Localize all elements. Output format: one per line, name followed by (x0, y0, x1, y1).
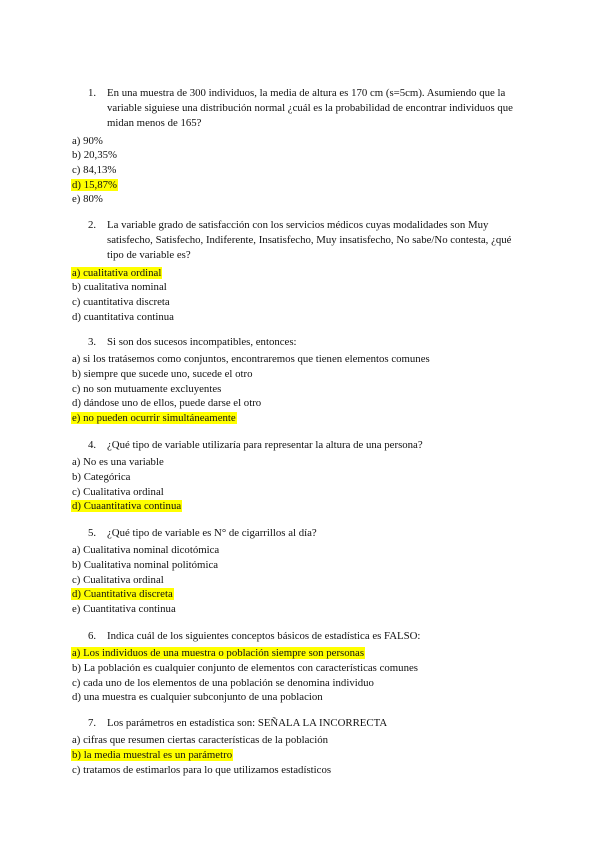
answer-option-correct: d) Cuantitativa discreta (72, 588, 173, 601)
answer-option-correct: e) no pueden ocurrir simultáneamente (72, 411, 236, 424)
question-4 (0, 438, 600, 514)
question-header (0, 629, 600, 644)
question-number: 3. (88, 336, 97, 348)
question-header (0, 218, 600, 264)
question-number: 7. (88, 717, 97, 729)
answer-option: b) Cualitativa nominal politómica (72, 558, 219, 571)
question-text: Si son dos sucesos incompatibles, entonces: (107, 336, 297, 348)
answer-option: c) tratamos de estimarlos para lo que utilizamos estadísticos (72, 763, 332, 776)
answer-option-correct: a) Los individuos de una muestra o población siempre son personas (72, 647, 365, 660)
answer-option: e) 80% (72, 193, 103, 206)
question-number: 1. (88, 87, 97, 99)
question-7 (0, 716, 600, 777)
answer-option: d) cuantitativa continua (72, 310, 174, 323)
question-text: ¿Qué tipo de variable es N° de cigarrillos al día? (107, 527, 317, 539)
answer-option: c) Cualitativa ordinal (72, 485, 164, 498)
answer-option: c) cada uno de los elementos de una población se denomina individuo (72, 676, 374, 689)
answer-option: b) siempre que sucede uno, sucede el otro (72, 367, 253, 380)
question-text: ¿Qué tipo de variable utilizaría para representar la altura de una persona? (107, 439, 423, 451)
answer-option: b) 20,35% (72, 149, 117, 162)
question-5 (0, 526, 600, 617)
question-header (0, 716, 600, 731)
question-number: 6. (88, 630, 97, 642)
answer-option: e) Cuantitativa continua (72, 602, 176, 615)
answer-option-correct: a) cualitativa ordinal (72, 266, 162, 279)
answer-option: b) Categórica (72, 470, 131, 483)
answer-option-correct: d) 15,87% (72, 178, 117, 191)
answer-option: c) no son mutuamente excluyentes (72, 382, 222, 395)
answer-option: a) 90% (72, 134, 103, 147)
answer-option: a) si los tratásemos como conjuntos, encontraremos que tienen elementos comunes (72, 353, 430, 366)
question-6 (0, 629, 600, 705)
answer-option: a) No es una variable (72, 456, 164, 469)
answer-option: a) cifras que resumen ciertas características de la población (72, 734, 328, 747)
answer-option: c) Cualitativa ordinal (72, 573, 164, 586)
question-3 (0, 335, 600, 426)
answer-option: b) cualitativa nominal (72, 281, 167, 294)
answer-option: a) Cualitativa nominal dicotómica (72, 544, 220, 557)
question-text: La variable grado de satisfacción con los servicios médicos cuyas modalidades son Muy satisfecho, Satisfecho, Indiferente, Insatisfecho, Muy insatisfecho, No sabe/No contesta, ¿qué tipo de variable es? (107, 219, 512, 262)
question-text: Los parámetros en estadística son: SEÑALA LA INCORRECTA (107, 717, 388, 729)
answer-option: d) dándose uno de ellos, puede darse el otro (72, 397, 262, 410)
question-2 (0, 218, 600, 324)
question-text: En una muestra de 300 individuos, la media de altura es 170 cm (s=5cm). Asumiendo que la variable siguiese una distribución normal ¿cuál es la probabilidad de encontrar individuos que midan menos de 165? (107, 87, 513, 130)
question-1 (0, 86, 600, 207)
answer-option: c) cuantitativa discreta (72, 295, 170, 308)
answer-option-correct: d) Cuaantitativa continua (72, 500, 182, 513)
question-header (0, 526, 600, 541)
question-header (0, 438, 600, 453)
question-number: 5. (88, 527, 97, 539)
answer-option: d) una muestra es cualquier subconjunto de una poblacion (72, 691, 323, 704)
question-number: 2. (88, 219, 97, 231)
question-text: Indica cuál de los siguientes conceptos básicos de estadística es FALSO: (107, 630, 421, 642)
question-header (0, 86, 600, 132)
answer-option: c) 84,13% (72, 163, 117, 176)
question-number: 4. (88, 439, 97, 451)
question-header (0, 335, 600, 350)
answer-option: b) La población es cualquier conjunto de elementos con características comunes (72, 661, 418, 674)
answer-option-correct: b) la media muestral es un parámetro (72, 748, 233, 761)
